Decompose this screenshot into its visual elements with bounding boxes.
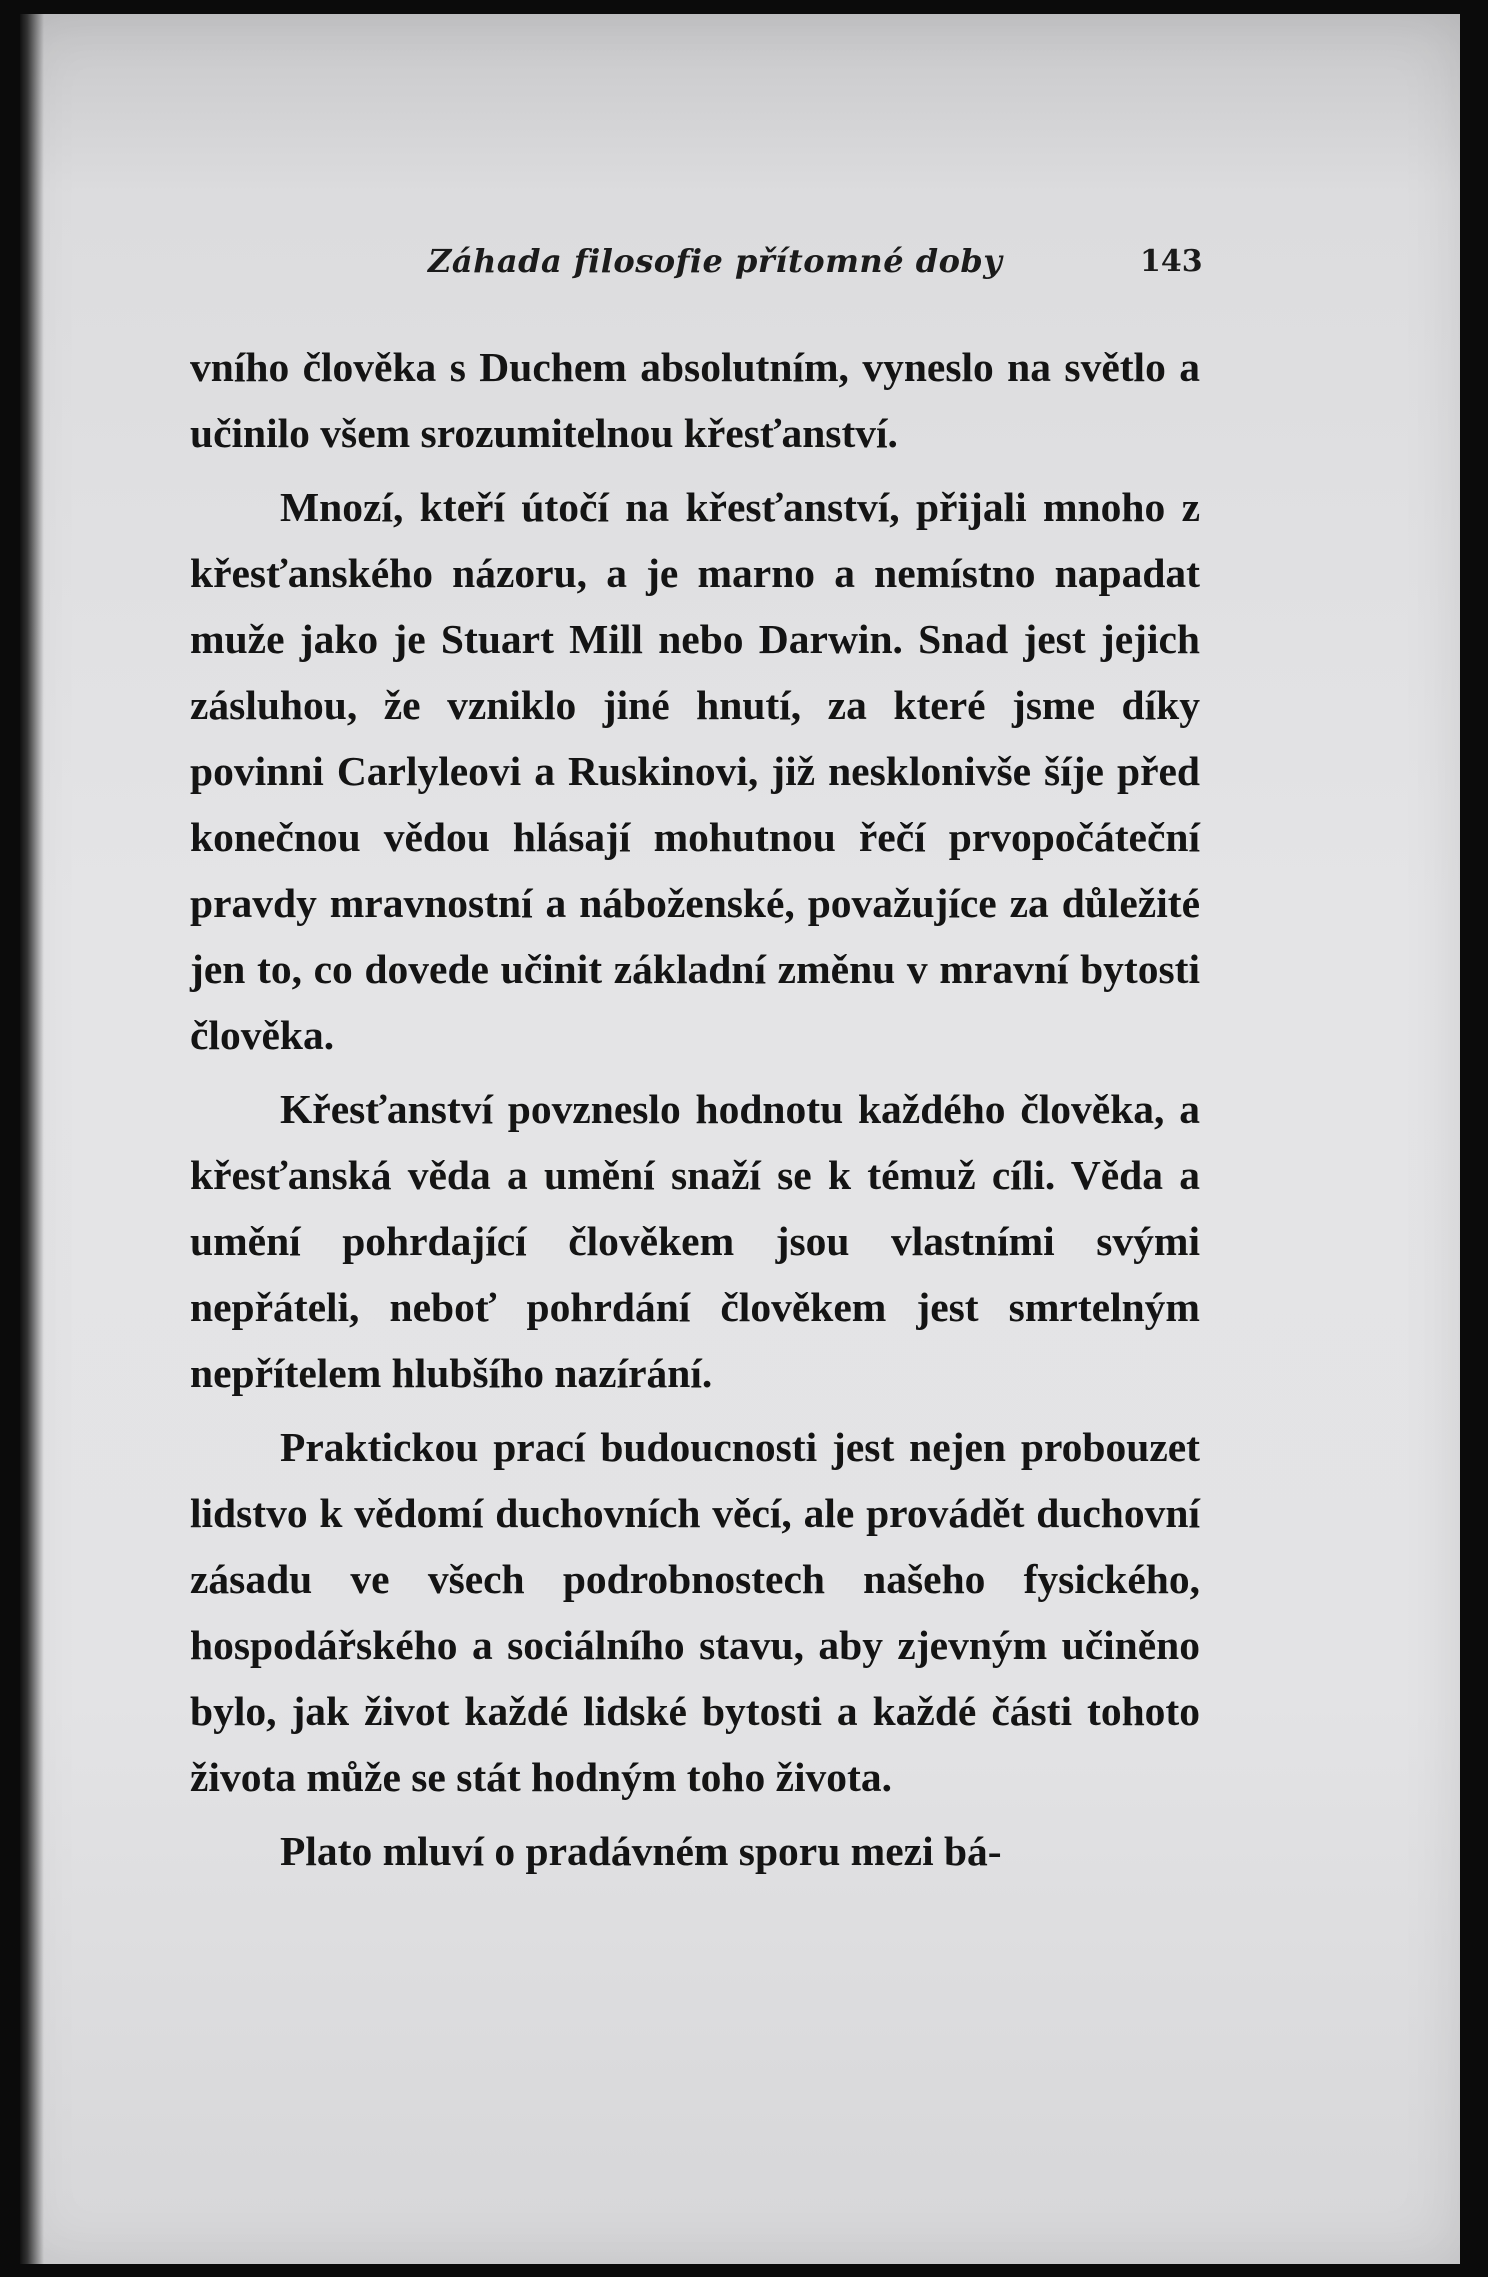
paragraph-3: Křesťanství povzneslo hodnotu každého člověka, a křesťanská věda a umění snaží se k témuž cíli. Věda a umění pohrdající člověkem jsou vlastními svými nepřáteli, neboť pohrdání člověkem jest smrtelným nepřítelem hlubšího nazírání. xyxy=(190,1086,1200,1396)
page-header xyxy=(20,242,1460,302)
page-binding-edge xyxy=(20,14,44,2264)
paragraph-1: vního člověka s Duchem absolutním, vyneslo na světlo a učinilo všem srozumitelnou křesťanství. xyxy=(190,344,1200,456)
body-text xyxy=(190,334,1200,1884)
running-title: Záhada filosofie přítomné doby xyxy=(428,242,1003,280)
paragraph-5: Plato mluví o pradávném sporu mezi bá- xyxy=(280,1828,1002,1874)
paragraph-2: Mnozí, kteří útočí na křesťanství, přijali mnoho z křesťanského názoru, a je marno a nemístno napadat muže jako je Stuart Mill nebo Darwin. Snad jest jejich zásluhou, že vzniklo jiné hnutí, za které jsme díky povinni Carlyleovi a Ruskinovi, již nesklonivše šíje před konečnou vědou hlásají mohutnou řečí prvopočáteční pravdy mravnostní a náboženské, považujíce za důležité jen to, co dovede učinit základní změnu v mravní bytosti člověka. xyxy=(190,484,1200,1058)
page-number: 143 xyxy=(1140,244,1203,279)
book-page xyxy=(20,14,1460,2264)
paragraph-4: Praktickou prací budoucnosti jest nejen probouzet lidstvo k vědomí duchovních věcí, ale provádět duchovní zásadu ve všech podrobnostech našeho fysického, hospodářského a sociálního stavu, aby zjevným učiněno bylo, jak život každé lidské bytosti a každé části tohoto života může se stát hodným toho života. xyxy=(190,1424,1200,1800)
